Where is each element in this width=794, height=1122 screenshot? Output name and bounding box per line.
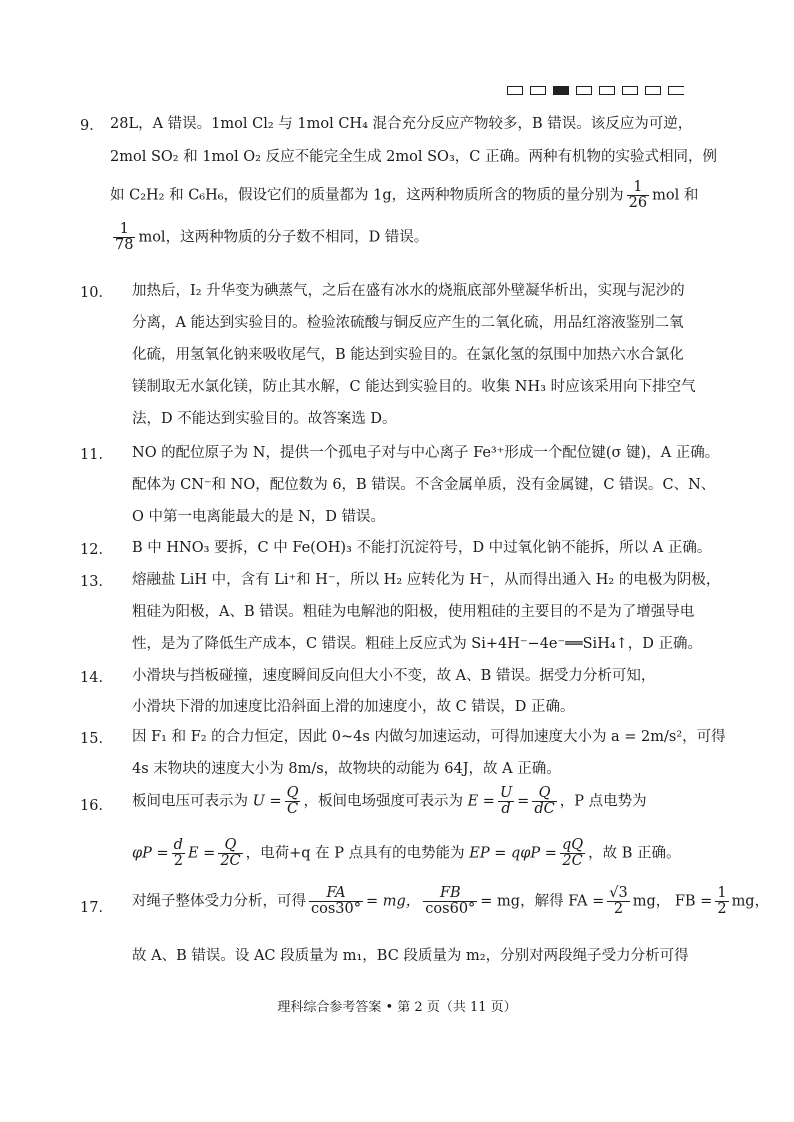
fraction: [309, 886, 363, 917]
item-line: 2mol SO₂ 和 1mol O₂ 反应不能完全生成 2mol SO₃，C 正确。两种有机物的实验式相同，例: [110, 149, 717, 165]
item-text: 对绳子整体受力分析，可得: [132, 893, 306, 910]
fraction-denominator: 26: [628, 195, 648, 211]
item-line: [132, 838, 680, 869]
fraction-denominator: 78: [115, 237, 134, 253]
fraction-numerator: qQ: [561, 837, 584, 853]
page-footer: 理科综合参考答案 • 第 2 页（共 11 页）: [277, 1000, 517, 1015]
item-line: NO 的配位原子为 N，提供一个孤电子对与中心离子 Fe³⁺形成一个配位键(σ 键)，A 正确。: [132, 445, 720, 461]
fraction-numerator: 1: [113, 222, 135, 238]
fraction-numerator: Q: [286, 785, 299, 801]
item-text: ，P 点电势为: [559, 793, 647, 810]
item-line: 小滑块下滑的加速度比沿斜面上滑的加速度小，故 C 错误，D 正确。: [132, 699, 575, 715]
item-text: ，电荷+q 在 P 点具有的电势能为: [245, 845, 465, 862]
fraction: [423, 886, 477, 917]
fraction-denominator: 2: [717, 901, 727, 917]
item-line: 小滑块与挡板碰撞，速度瞬间反向但大小不变，故 A、B 错误。据受力分析可知，: [132, 668, 656, 684]
fraction: [607, 886, 629, 917]
page-mark-empty: [668, 86, 684, 95]
fraction-denominator: d: [501, 801, 511, 817]
item-text: mg， FB =: [632, 893, 713, 910]
equation-text: EP = qφP =: [469, 845, 557, 862]
fraction: [560, 838, 585, 869]
item-line: 28L，A 错误。1mol Cl₂ 与 1mol CH₄ 混合充分反应产物较多，B 错误。该反应为可逆，: [110, 116, 693, 132]
item-line: 法，D 不能达到实验目的。故答案选 D。: [132, 411, 397, 427]
fraction: [218, 838, 242, 869]
item-line: 熔融盐 LiH 中，含有 Li⁺和 H⁻，所以 H₂ 应转化为 H⁻，从而得出通入 H₂ 的电极为阴极，: [132, 572, 721, 588]
fraction-numerator: Q: [532, 786, 556, 802]
item-text: mol 和: [652, 187, 699, 204]
equation-text: =: [517, 793, 530, 810]
item-text: mg，: [731, 893, 770, 910]
fraction: [172, 838, 185, 869]
item-text: ，板间电场强度可表示为: [303, 793, 463, 810]
item-number: 14．: [80, 670, 113, 686]
fraction-numerator: U: [499, 785, 513, 801]
item-number: 11．: [80, 447, 113, 463]
item-line: 性，是为了降低生产成本，C 错误。粗硅上反应式为 Si+4H⁻−4e⁻══SiH₄↑，D 正确。: [132, 636, 703, 652]
fraction-denominator: cos30°: [311, 901, 361, 917]
item-text: = mg，解得 FA =: [480, 893, 605, 910]
item-line: [110, 180, 698, 211]
item-line: O 中第一电离能最大的是 N，D 错误。: [132, 509, 386, 525]
item-line: 镁制取无水氯化镁，防止其水解，C 能达到实验目的。收集 NH₃ 时应该采用向下排空气: [132, 379, 696, 395]
page-position-marks: [507, 86, 684, 95]
fraction-denominator: 2: [613, 901, 624, 917]
item-text: mol，这两种物质的分子数不相同，D 错误。: [138, 229, 429, 246]
equation-text: E =: [467, 793, 495, 810]
fraction: [532, 786, 556, 817]
equation-text: U =: [252, 793, 282, 810]
fraction: [627, 180, 649, 211]
item-line: 配体为 CN⁻和 NO，配位数为 6，B 错误。不含金属单质，没有金属键，C 错误。C、N、: [132, 477, 716, 493]
item-number: 13．: [80, 574, 113, 590]
fraction: [498, 786, 514, 817]
fraction-numerator: d: [173, 837, 183, 853]
equation-text: φP =: [132, 845, 169, 862]
fraction-denominator: 2C: [562, 853, 583, 869]
item-line: [132, 786, 647, 817]
fraction-numerator: Q: [218, 838, 242, 854]
fraction-numerator: 1: [717, 885, 727, 901]
item-line: B 中 HNO₃ 要拆，C 中 Fe(OH)₃ 不能打沉淀符号，D 中过氧化钠不能拆，所以 A 正确。: [132, 540, 712, 556]
page-mark-empty: [622, 86, 638, 95]
fraction: [113, 222, 135, 253]
page-mark-empty: [530, 86, 546, 95]
item-line: 加热后，I₂ 升华变为碘蒸气，之后在盛有冰水的烧瓶底部外壁凝华析出，实现与泥沙的: [132, 283, 685, 299]
fraction-numerator: FB: [423, 886, 477, 902]
page-mark-filled: [553, 86, 569, 95]
fraction-denominator: cos60°: [425, 901, 476, 917]
item-line: [110, 222, 428, 253]
fraction-numerator: √3: [609, 885, 628, 901]
item-line: 粗硅为阳极，A、B 错误。粗硅为电解池的阳极，使用粗硅的主要目的不是为了增强导电: [132, 604, 695, 620]
fraction-denominator: 2C: [220, 853, 241, 869]
item-line: 因 F₁ 和 F₂ 的合力恒定，因此 0~4s 内做匀加速运动，可得加速度大小为 a = 2m/s²，可得: [132, 729, 726, 745]
item-number: 10．: [80, 285, 113, 301]
equation-text: = mg，: [366, 893, 421, 910]
item-text: 板间电压可表示为: [132, 793, 248, 810]
equation-text: E =: [187, 845, 216, 862]
fraction-denominator: 2: [173, 853, 183, 869]
item-number: 17．: [80, 900, 113, 916]
item-line: 4s 末物块的速度大小为 8m/s，故物块的动能为 64J，故 A 正确。: [132, 761, 561, 777]
item-number: 16．: [80, 798, 113, 814]
page-mark-empty: [576, 86, 592, 95]
page-mark-empty: [645, 86, 661, 95]
item-number: 9．: [80, 118, 104, 134]
item-number: 12．: [80, 542, 113, 558]
item-line: 化硫，用氢氧化钠来吸收尾气，B 能达到实验目的。在氯化氢的氛围中加热六水合氯化: [132, 347, 684, 363]
item-line: [132, 886, 769, 917]
item-text: ，故 B 正确。: [588, 845, 681, 862]
fraction: [285, 786, 301, 817]
item-number: 15．: [80, 731, 113, 747]
page-mark-empty: [507, 86, 523, 95]
item-text: 如 C₂H₂ 和 C₆H₆，假设它们的质量都为 1g，这两种物质所含的物质的量分别为: [110, 187, 624, 204]
item-line: 故 A、B 错误。设 AC 段质量为 m₁，BC 段质量为 m₂，分别对两段绳子受力分析可得: [132, 948, 689, 964]
page-mark-empty: [599, 86, 615, 95]
fraction-numerator: 1: [627, 180, 649, 196]
fraction-numerator: FA: [309, 886, 363, 902]
item-line: 分离，A 能达到实验目的。检验浓硫酸与铜反应产生的二氧化硫，用品红溶液鉴别二氧: [132, 315, 684, 331]
fraction-denominator: C: [286, 801, 299, 817]
fraction: [715, 886, 728, 917]
fraction-denominator: dC: [534, 801, 555, 817]
